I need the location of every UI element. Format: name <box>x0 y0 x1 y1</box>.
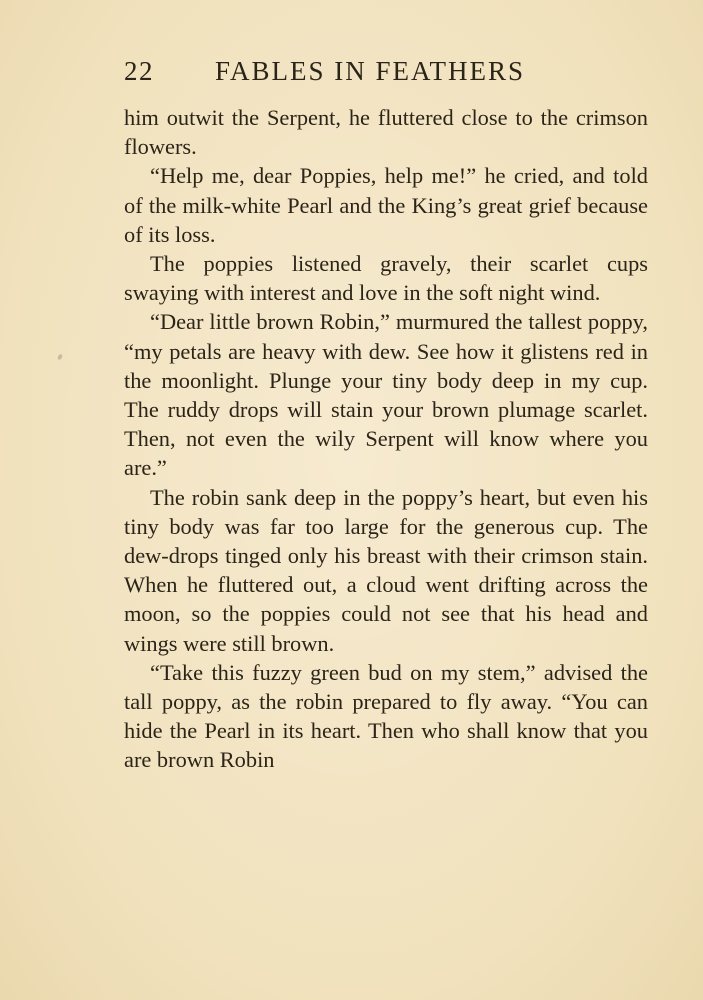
paragraph-2: “Help me, dear Poppies, help me!” he cried, and told of the milk-white Pearl and the King’s great grief because of its loss. <box>124 163 648 247</box>
paragraph-3: The poppies listened gravely, their scarlet cups swaying with interest and love in the soft night wind. <box>124 251 648 306</box>
running-title: FABLES IN FEATHERS <box>215 56 526 86</box>
paragraph-6: “Take this fuzzy green bud on my stem,” advised the tall poppy, as the robin prepared to fly away. “You can hide the Pearl in its heart. Then who shall know that you are brown Robin <box>124 659 648 773</box>
page-number: 22 <box>124 56 154 86</box>
paragraph-4: “Dear little brown Robin,” murmured the tallest poppy, “my petals are heavy with dew. See how it glistens red in the moonlight. Plunge your tiny body deep in my cup. The ruddy drops will stain your brown plumage scarlet. Then, not even the wily Serpent will know where you are.” <box>124 309 648 481</box>
paragraph-5: The robin sank deep in the poppy’s heart, but even his tiny body was far too large for the generous cup. The dew-drops tinged only his breast with their crimson stain. When he fluttered out, a cloud went drifting across the moon, so the poppies could not see that his head and wings were still brown. <box>124 484 648 656</box>
paragraph-1: him outwit the Serpent, he fluttered close to the crimson flowers. <box>124 105 648 160</box>
paper-speck <box>57 353 63 360</box>
body-text <box>124 103 648 775</box>
page-header <box>124 56 580 92</box>
